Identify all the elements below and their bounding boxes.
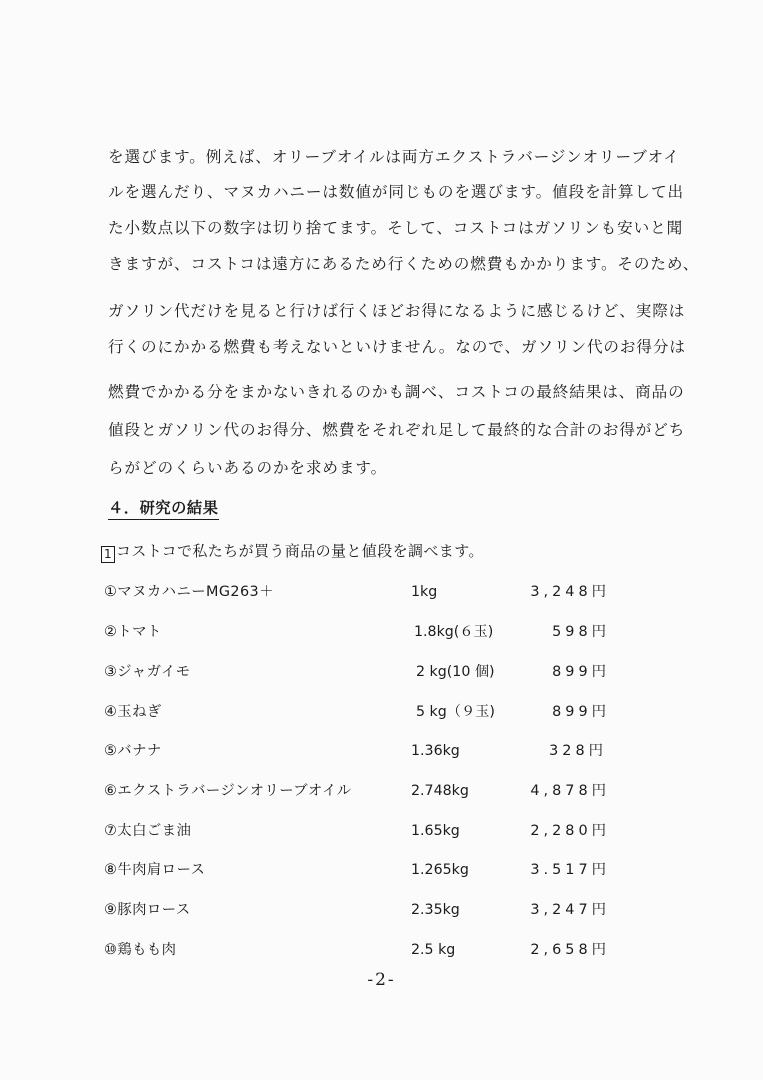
product-price: 899円 <box>552 704 610 720</box>
product-row <box>0 859 763 881</box>
body-line: た小数点以下の数字は切り捨てます。そして、コストコはガソリンも安いと聞 <box>108 219 684 237</box>
product-price: 598円 <box>552 624 610 640</box>
product-price: 3,248円 <box>530 584 610 600</box>
product-name: ⑤バナナ <box>104 743 162 759</box>
product-price: 328円 <box>549 743 607 759</box>
body-line: きますが、コストコは遠方にあるため行くための燃費もかかります。そのため、 <box>108 255 700 273</box>
product-row <box>0 661 763 683</box>
product-price: 899円 <box>552 664 610 680</box>
product-name: ④玉ねぎ <box>104 704 162 720</box>
body-line: 行くのにかかる燃費も考えないといけません。なので、ガソリン代のお得分は <box>108 338 686 356</box>
product-row <box>0 621 763 643</box>
product-price: 3,247円 <box>530 902 610 918</box>
product-name: ⑧牛肉肩ロース <box>104 862 206 878</box>
subsection-text: コストコで私たちが買う商品の量と値段を調べます。 <box>116 542 484 560</box>
product-name: ⑩鶏もも肉 <box>104 942 177 958</box>
page-number: -2- <box>367 970 396 990</box>
product-price: 2,280円 <box>530 823 610 839</box>
product-quantity: 5 kg（９玉) <box>416 704 495 720</box>
product-quantity: 2 kg(10 個) <box>416 664 495 680</box>
body-line: らがどのくらいあるのかを求めます。 <box>108 459 388 477</box>
body-line: ガソリン代だけを見ると行けば行くほどお得になるように感じるけど、実際は <box>108 302 686 320</box>
product-row <box>0 820 763 842</box>
subsection-heading <box>101 541 484 563</box>
boxed-number: 1 <box>101 546 115 563</box>
product-quantity: 2.748kg <box>411 783 469 799</box>
body-line: 値段とガソリン代のお得分、燃費をそれぞれ足して最終的な合計のお得がどち <box>108 421 686 439</box>
product-name: ②トマト <box>104 624 162 640</box>
product-row <box>0 899 763 921</box>
product-name: ⑥エクストラバージンオリーブオイル <box>104 783 352 799</box>
product-row <box>0 740 763 762</box>
product-price: 3.517円 <box>530 862 610 878</box>
product-name: ①マヌカハニーMG263＋ <box>104 584 274 600</box>
product-quantity: 1kg <box>411 584 438 600</box>
body-line: ルを選んだり、マヌカハニーは数値が同じものを選びます。値段を計算して出 <box>108 183 685 201</box>
product-price: 2,658円 <box>530 942 610 958</box>
product-row <box>0 939 763 961</box>
product-row <box>0 581 763 603</box>
section-heading: ４．研究の結果 <box>108 498 219 520</box>
product-name: ⑨豚肉ロース <box>104 902 191 918</box>
product-row <box>0 701 763 723</box>
product-quantity: 1.8kg(６玉) <box>414 624 494 640</box>
body-line: 燃費でかかる分をまかないきれるのかも調べ、コストコの最終結果は、商品の <box>108 383 685 401</box>
product-row <box>0 780 763 802</box>
product-quantity: 2.5 kg <box>411 942 456 958</box>
product-quantity: 1.265kg <box>411 862 469 878</box>
product-quantity: 2.35kg <box>411 902 460 918</box>
product-price: 4,878円 <box>530 783 610 799</box>
product-name: ③ジャガイモ <box>104 664 191 680</box>
product-name: ⑦太白ごま油 <box>104 823 192 839</box>
product-quantity: 1.36kg <box>411 743 460 759</box>
product-quantity: 1.65kg <box>411 823 460 839</box>
body-line: を選びます。例えば、オリーブオイルは両方エクストラバージンオリーブオイ <box>108 148 680 166</box>
